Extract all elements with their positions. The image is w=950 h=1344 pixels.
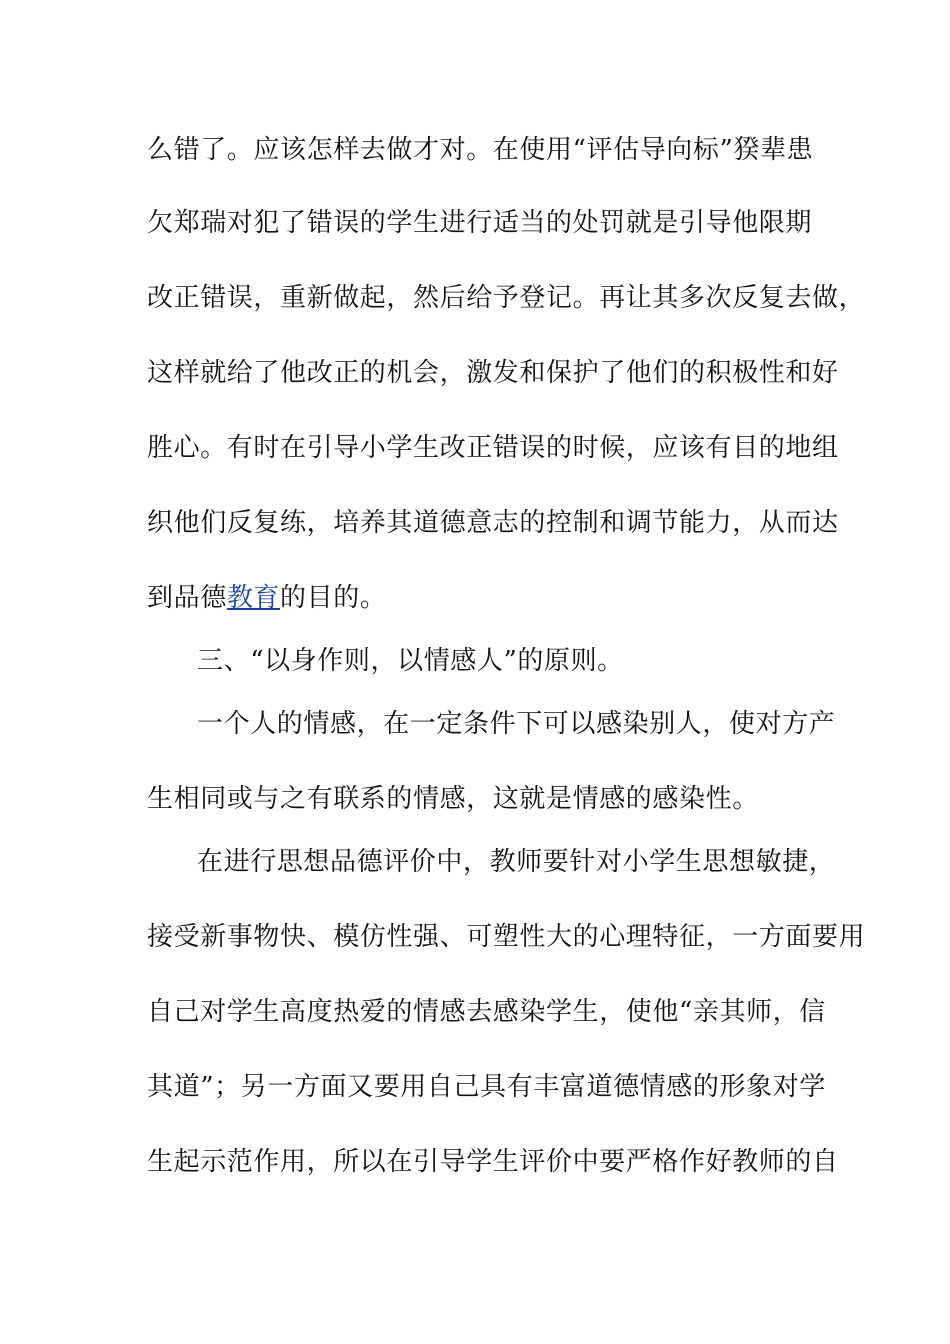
text-line: 欠郑瑞对犯了错误的学生进行适当的处罚就是引导他限期	[147, 208, 813, 238]
text-line: 生相同或与之有联系的情感，这就是情感的感染性。	[147, 784, 759, 814]
text-line: 接受新事物快、模仿性强、可塑性大的心理特征，一方面要用	[147, 922, 866, 952]
section-heading: 三、“以身作则，以情感人”的原则。	[197, 646, 624, 676]
text-line: 么错了。应该怎样去做才对。在使用“评估导向标”猤辈患	[147, 135, 814, 165]
text-line: 生起示范作用，所以在引导学生评价中要严格作好教师的自	[147, 1147, 839, 1177]
text-line: 改正错误，重新做起，然后给予登记。再让其多次反复去做，	[147, 283, 866, 313]
text-line: 其道”；另一方面又要用自己具有丰富道德情感的形象对学	[147, 1072, 826, 1102]
text-segment: 的目的。	[280, 583, 387, 613]
text-segment: 到品德	[147, 583, 227, 613]
text-line	[147, 578, 807, 618]
text-line: 在进行思想品德评价中，教师要针对小学生思想敏捷，	[197, 847, 836, 877]
text-line: 织他们反复练，培养其道德意志的控制和调节能力，从而达	[147, 508, 839, 538]
text-line: 这样就给了他改正的机会，激发和保护了他们的积极性和好	[147, 358, 839, 388]
education-link[interactable]: 教育	[226, 583, 281, 613]
text-line: 自己对学生高度热爱的情感去感染学生，使他“亲其师，信	[147, 997, 826, 1027]
text-line: 胜心。有时在引导小学生改正错误的时候，应该有目的地组	[147, 433, 839, 463]
text-line: 一个人的情感，在一定条件下可以感染别人，使对方产	[197, 709, 836, 739]
